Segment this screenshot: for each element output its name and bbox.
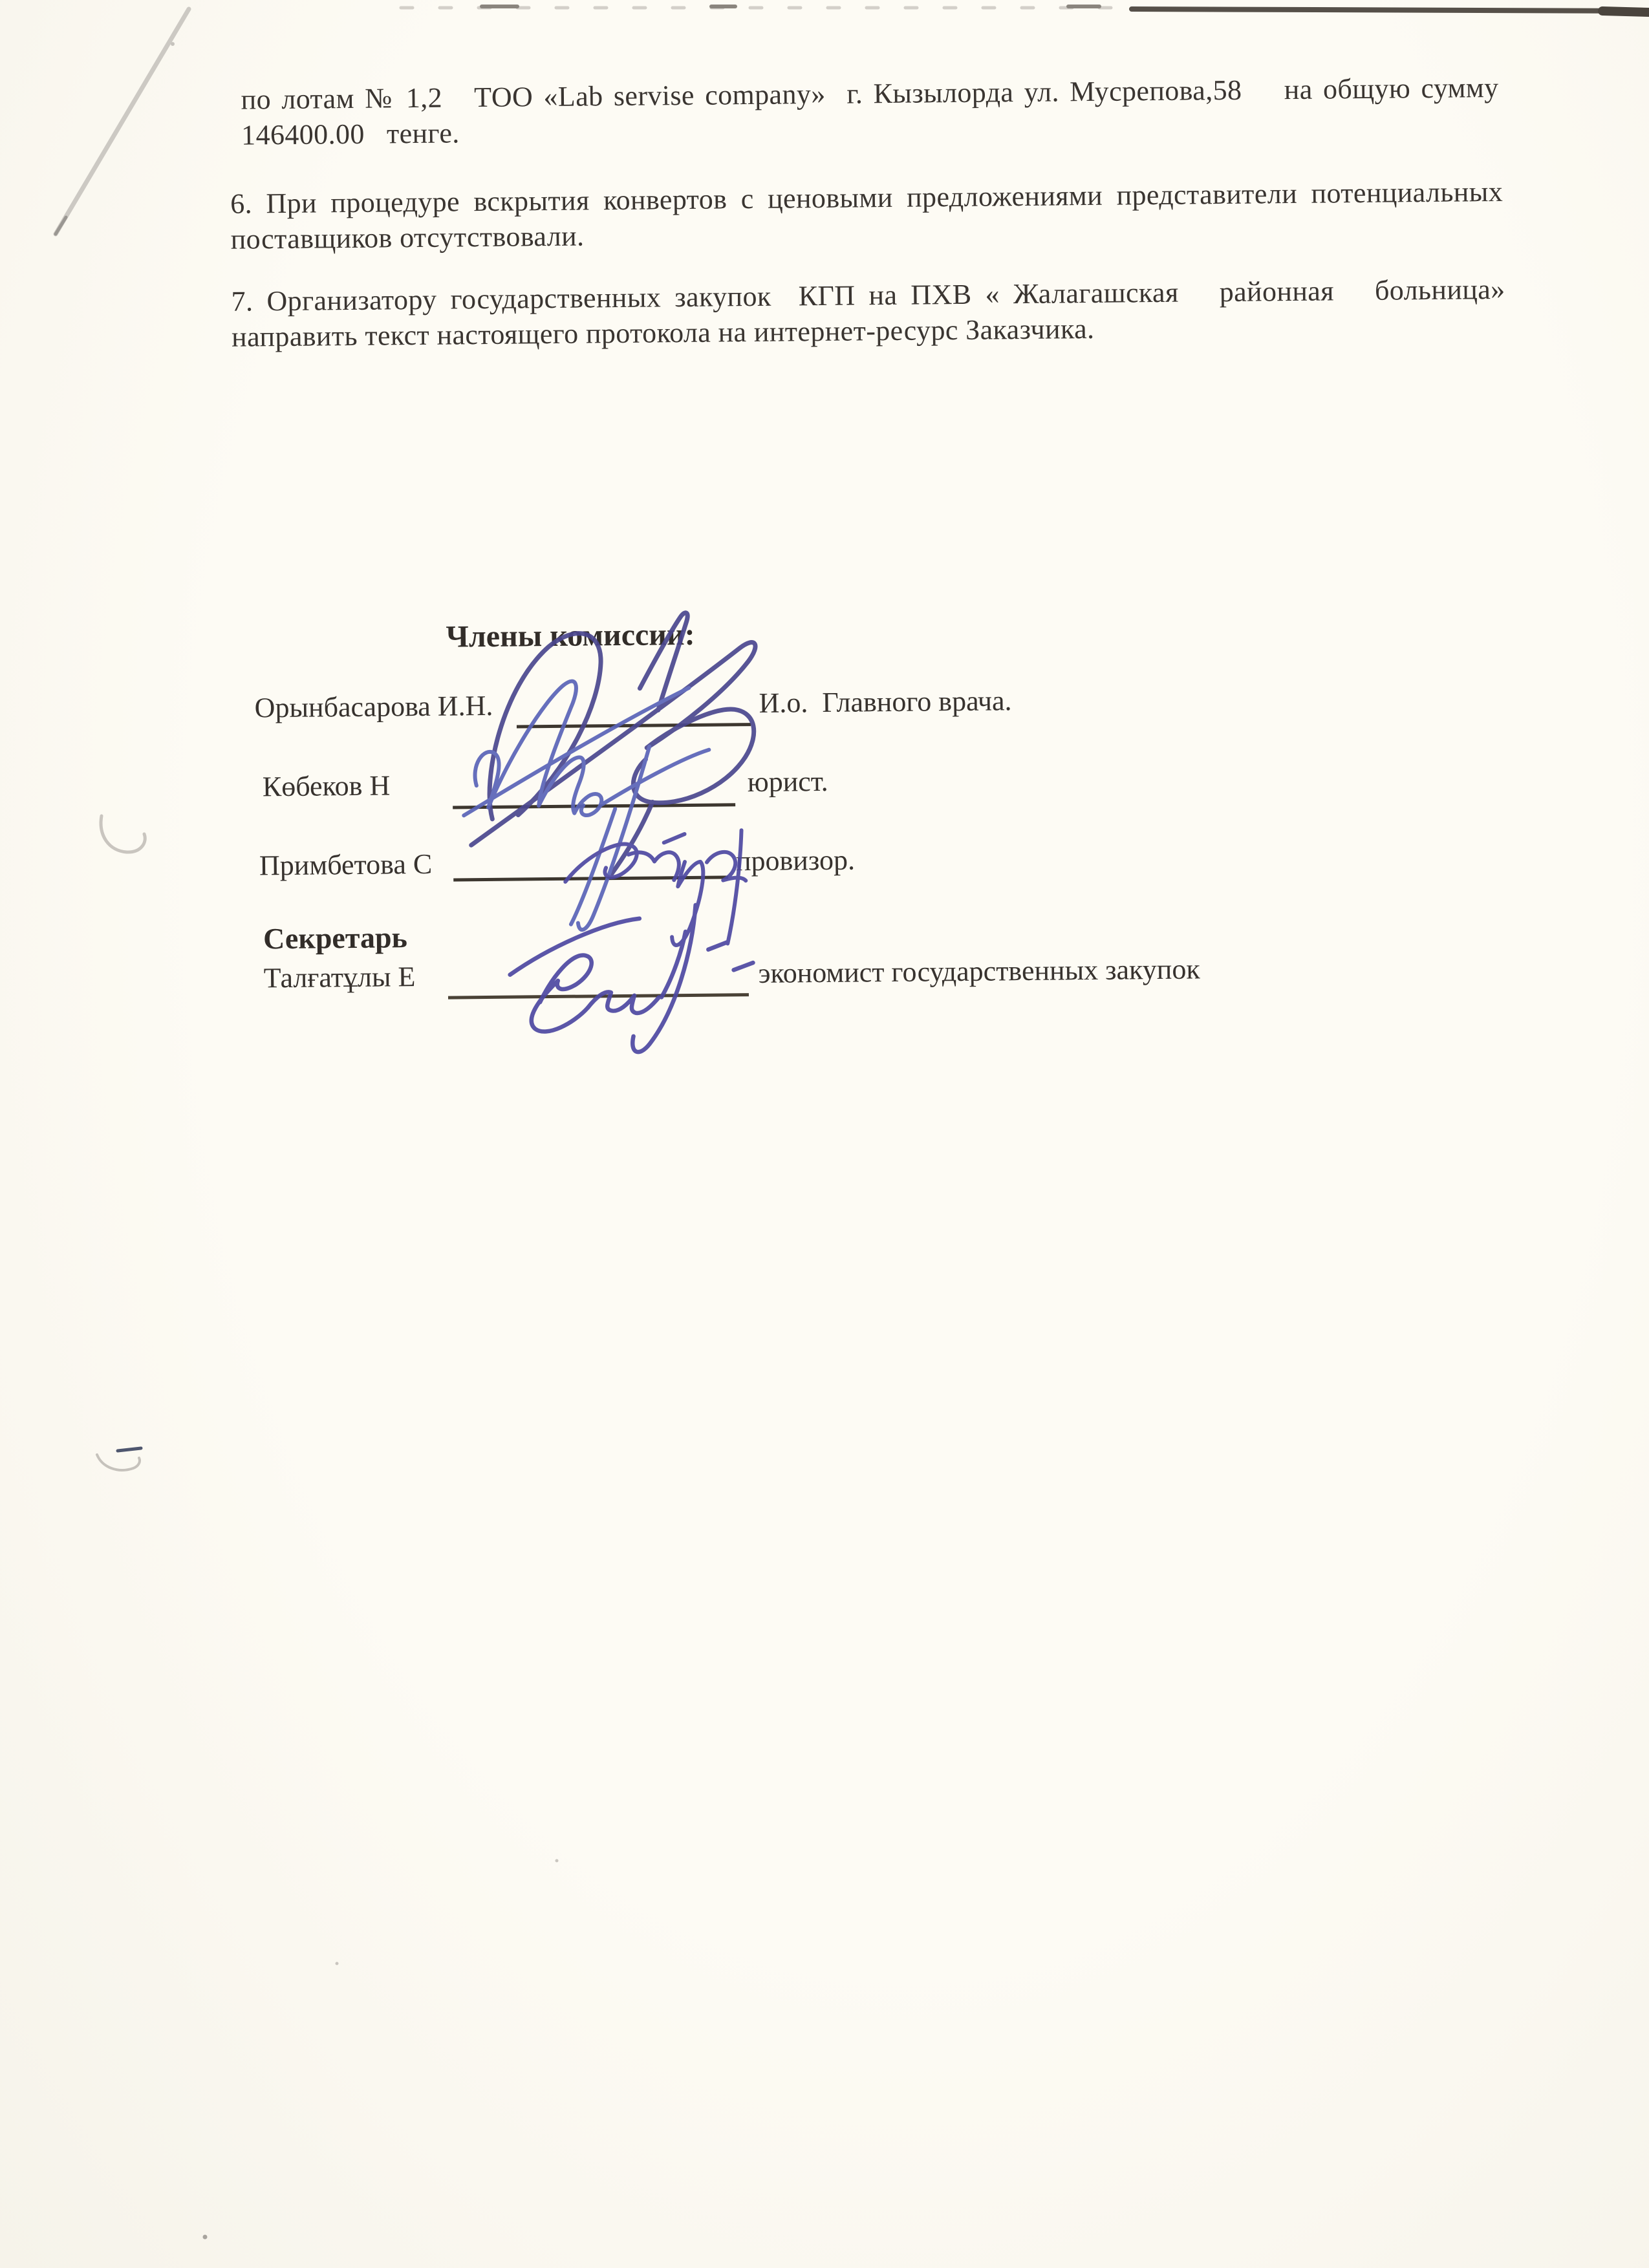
clause-6-line1: 6. При процедуре вскрытия конвертов с ценовыми предложениями представители потенциальных <box>230 175 1503 220</box>
signer-name: Примбетова С <box>259 848 433 882</box>
lots-paragraph <box>241 70 1499 153</box>
clause-6-line2: поставщиков отсутствовали. <box>230 220 585 255</box>
signature-line <box>453 803 735 809</box>
signer-name: Көбеков Н <box>262 769 391 803</box>
clause-7-paragraph <box>231 272 1505 355</box>
secretary-heading: Секретарь <box>263 921 408 956</box>
signature-line <box>517 723 751 728</box>
signer-name: Орынбасарова И.Н. <box>254 689 493 724</box>
clause-6-paragraph <box>230 174 1503 257</box>
signature-line <box>453 875 728 881</box>
signer-role: И.о. Главного врача. <box>759 685 1012 719</box>
signer-role: провизор. <box>735 844 856 877</box>
signature-primbetova <box>565 830 747 946</box>
signer-name: Талғатұлы Е <box>263 961 416 994</box>
signature-line <box>448 993 749 999</box>
lots-paragraph-line1: по лотам № 1,2 ТОО «Lab servise company» г. Кызылорда ул. Мусрепова,58 на общую сумму <box>241 71 1499 116</box>
clause-7-line2: направить текст настоящего протокола на интернет-ресурс Заказчика. <box>231 312 1095 353</box>
signer-role: юрист. <box>747 765 828 798</box>
signature-talgatuly <box>510 904 754 1053</box>
commission-heading: Члены комиссии: <box>446 617 695 654</box>
lots-paragraph-line2: 146400.00 тенге. <box>241 117 460 151</box>
signer-role: экономист государственных закупок <box>758 953 1200 989</box>
clause-7-line1: 7. Организатору государственных закупок КГП на ПХВ « Жалагашская районная больница» <box>231 273 1505 317</box>
